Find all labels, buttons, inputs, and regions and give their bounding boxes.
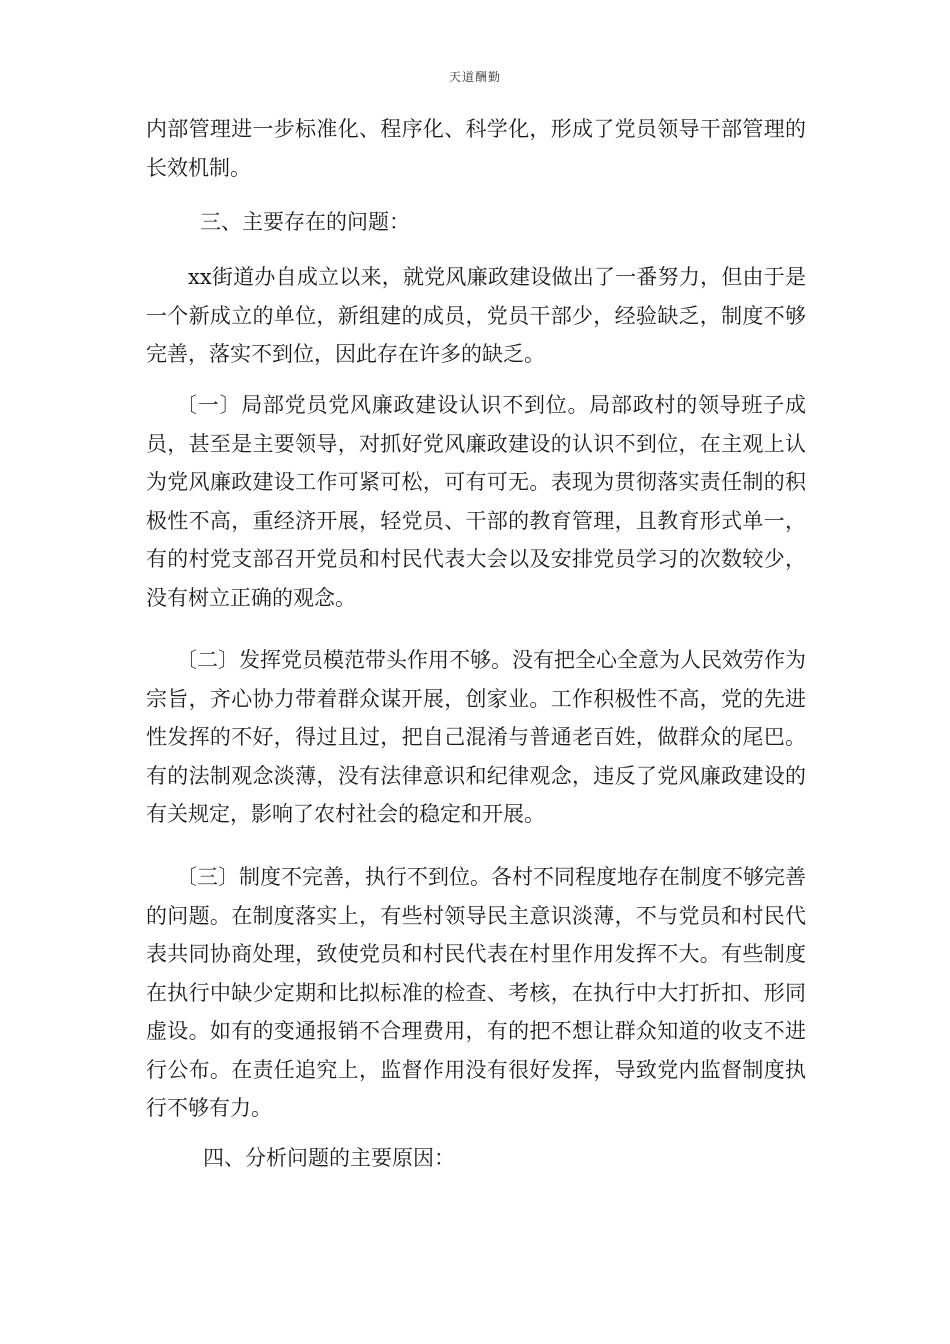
paragraph-item-2: 〔二〕发挥党员模范带头作用不够。没有把全心全意为人民效劳作为宗旨，齐心协力带着群众谋开展，创家业。工作积极性不高，党的先进性发挥的不好，得过且过，把自己混淆与普通老百姓，做群众的尾巴。有的法制观念淡薄，没有法律意识和纪律观念，违反了党风廉政建设的有关规定，影响了农村社会的稳定和开展。: [146, 648, 806, 826]
paragraph-item-3: 〔三〕制度不完善，执行不到位。各村不同程度地存在制度不够完善的问题。在制度落实上，有些村领导民主意识淡薄，不与党员和村民代表共同协商处理，致使党员和村民代表在村里作用发挥不大。有些制度在执行中缺少定期和比拟标准的检查、考核，在执行中大打折扣、形同虚设。如有的变通报销不合理费用，有的把不想让群众知道的收支不进行公布。在责任追究上，监督作用没有很好发挥，导致党内监督制度执行不够有力。: [146, 865, 806, 1120]
page-header: 天道酬勤: [448, 70, 501, 84]
section-heading-3: 三、主要存在的问题：: [200, 210, 410, 234]
paragraph-item-1: 〔一〕局部党员党风廉政建设认识不到位。局部政村的领导班子成员，甚至是主要领导，对抓好党风廉政建设的认识不到位，在主观上认为党风廉政建设工作可紧可松，可有可无。表现为贯彻落实责任制的积极性不高，重经济开展，轻党员、干部的教育管理，且教育形式单一，有的村党支部召开党员和村民代表大会以及安排党员学习的次数较少，没有树立正确的观念。: [146, 393, 806, 610]
section-heading-4: 四、分析问题的主要原因：: [203, 1146, 455, 1170]
paragraph-intro: xx街道办自成立以来，就党风廉政建设做出了一番努力，但由于是一个新成立的单位，新组建的成员，党员干部少，经验缺乏，制度不够完善，落实不到位，因此存在许多的缺乏。: [146, 265, 806, 366]
paragraph-continuation: 内部管理进一步标准化、程序化、科学化，形成了党员领导干部管理的长效机制。: [146, 117, 806, 180]
